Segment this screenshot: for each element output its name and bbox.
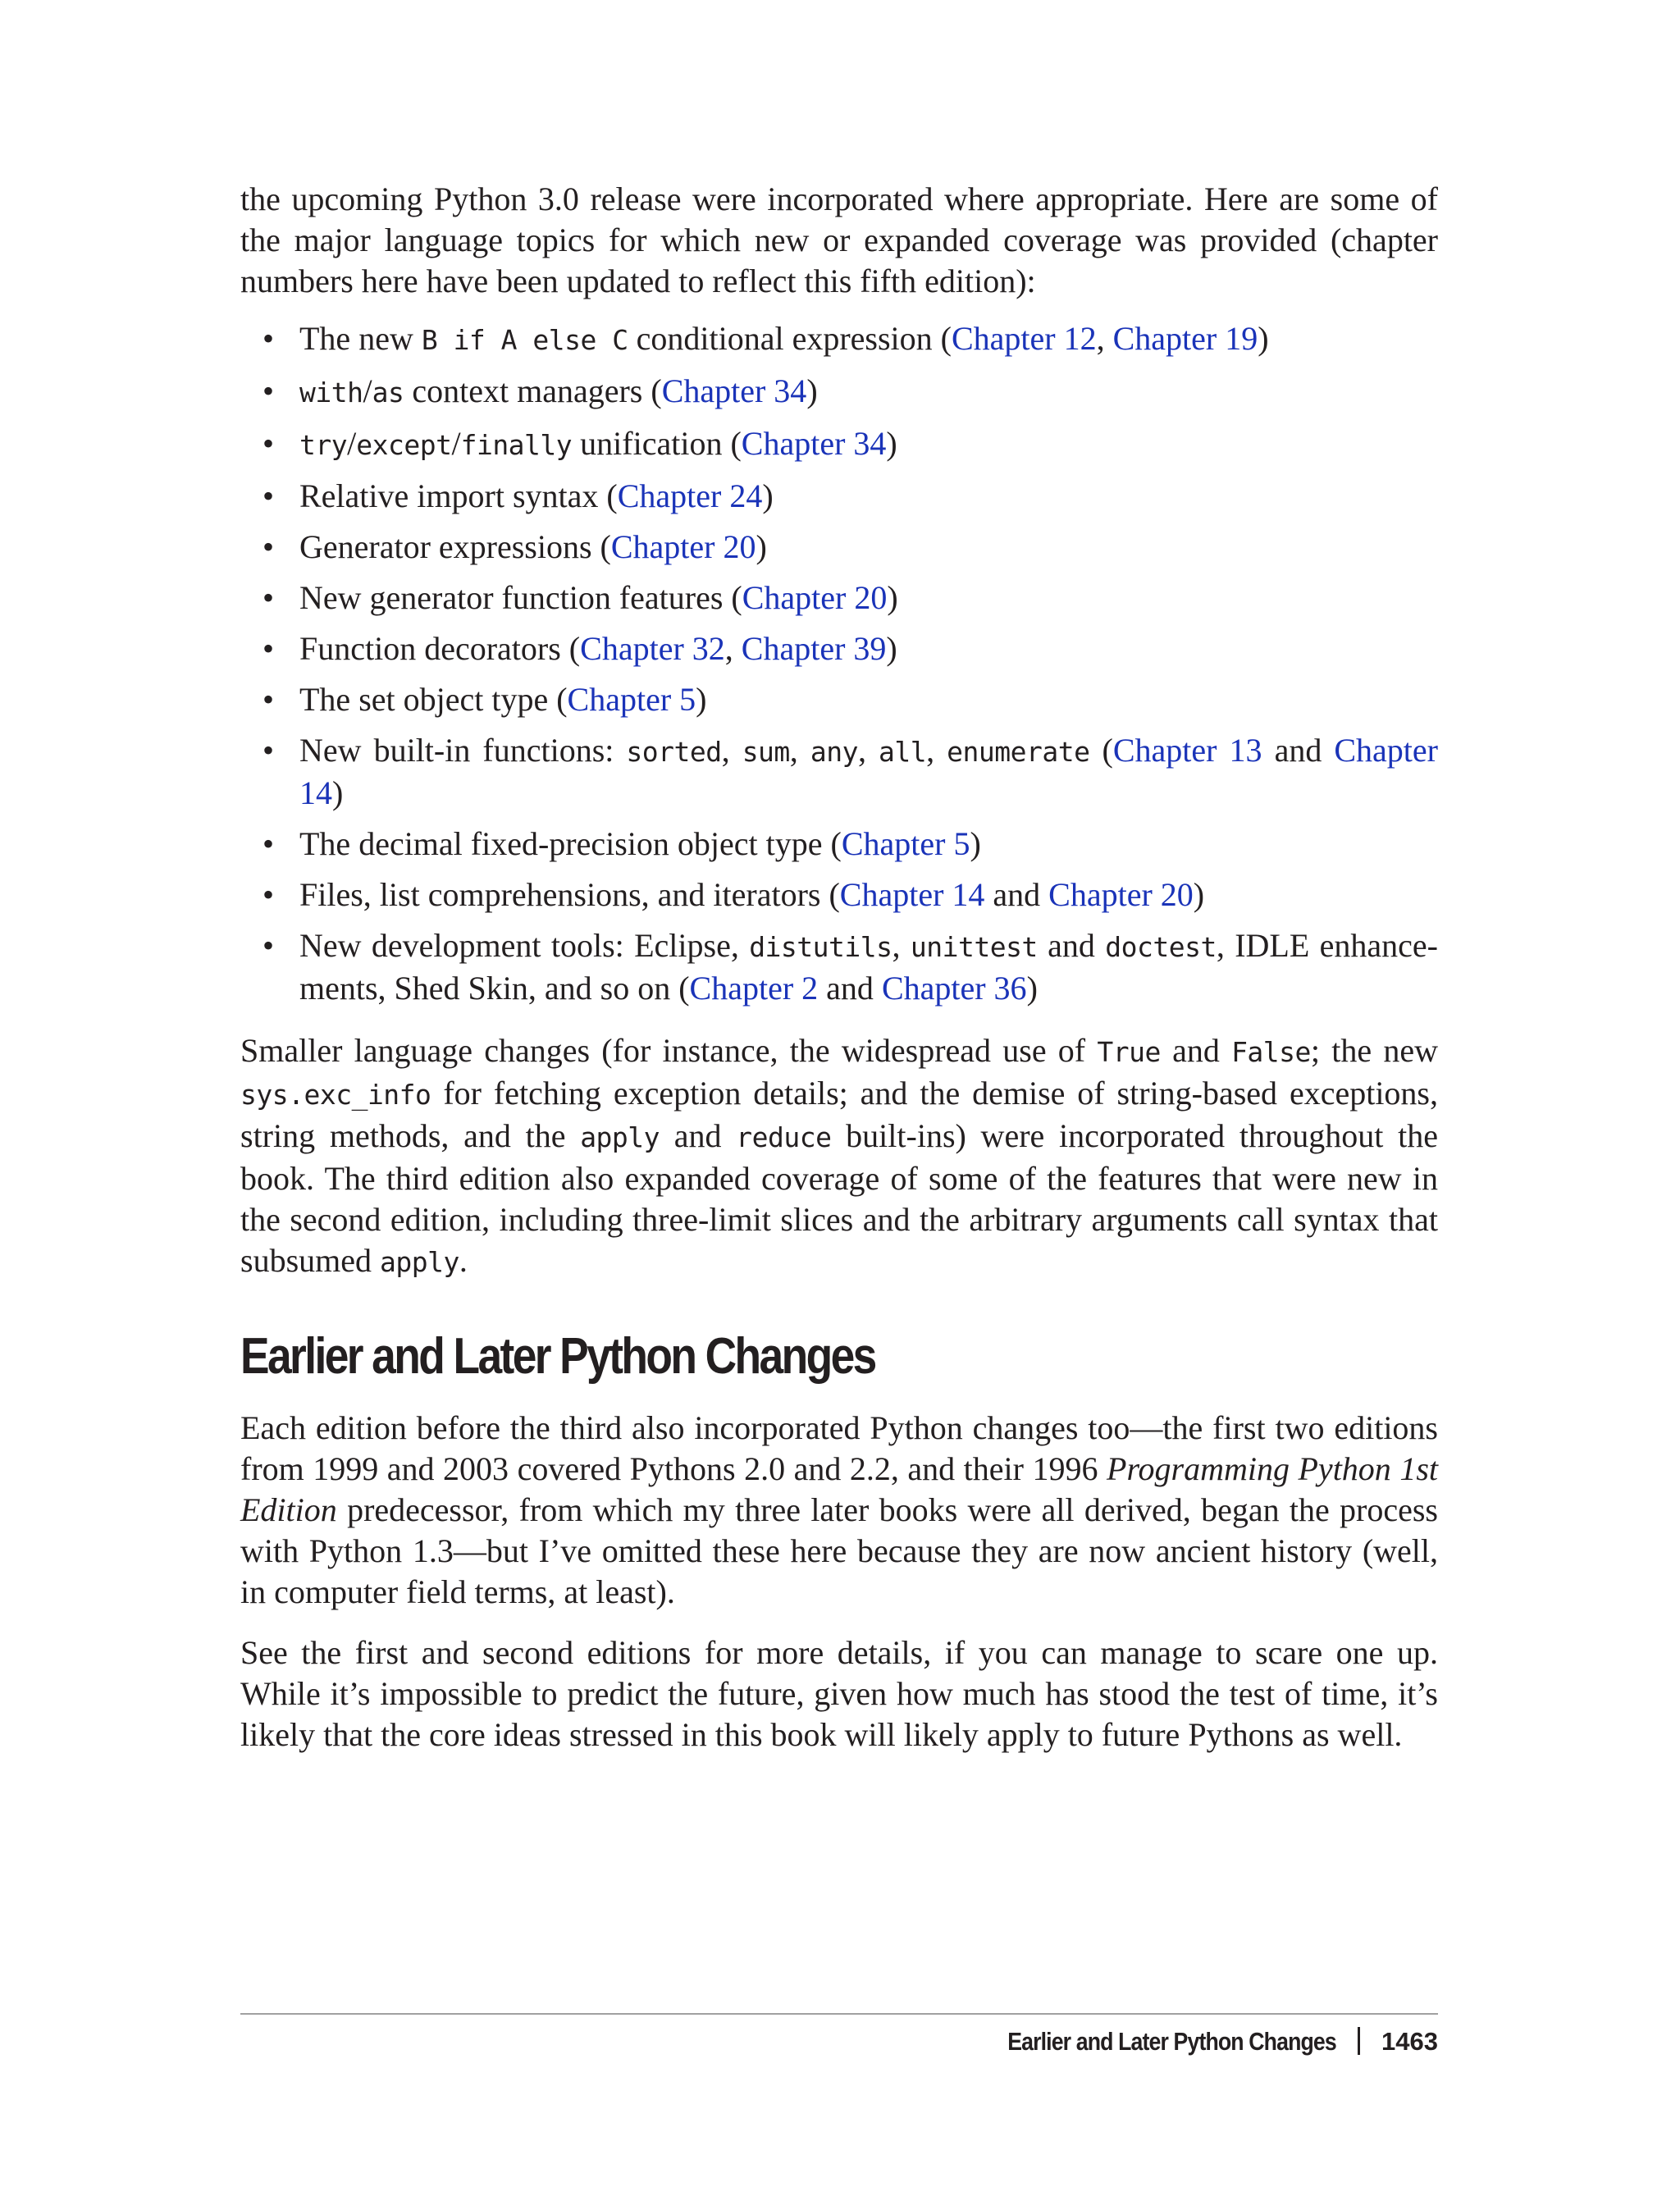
text: for fetching exception details; and the demise of string-based exceptions, string methods, and the	[240, 1075, 1438, 1154]
text: The decimal fixed-precision object type (	[299, 825, 842, 862]
code-span: unittest	[910, 931, 1038, 963]
text: ,	[926, 732, 947, 769]
text: )	[756, 528, 767, 565]
text: ,	[789, 732, 810, 769]
page-content	[240, 179, 1438, 1775]
list-item	[240, 925, 1438, 1009]
footer-rule	[240, 2013, 1438, 2015]
code-span: apply	[380, 1246, 459, 1278]
chapter-link[interactable]: Chapter 5	[841, 825, 970, 862]
text: ,	[724, 630, 742, 667]
bullet-icon: •	[262, 681, 275, 718]
chapter-link[interactable]: Chapter 36	[881, 970, 1027, 1007]
text: ,	[857, 732, 879, 769]
chapter-link[interactable]: Chapter 20	[1048, 876, 1194, 913]
bullet-icon: •	[262, 630, 275, 667]
list-item	[240, 824, 1438, 865]
chapter-link[interactable]: Chapter 20	[610, 528, 756, 565]
bullet-icon: •	[262, 876, 275, 913]
text: )	[762, 477, 774, 514]
chapter-link[interactable]: Chapter 39	[741, 630, 887, 667]
code-span: apply	[580, 1121, 660, 1153]
text: Function decorators (	[299, 630, 581, 667]
code-span: distutils	[749, 931, 892, 963]
text: and	[660, 1117, 737, 1154]
list-item	[240, 476, 1438, 517]
code-span: enumerate	[947, 736, 1090, 768]
code-span: except	[356, 429, 452, 461]
list-item	[240, 679, 1438, 720]
text: ,	[721, 732, 742, 769]
text: Smaller language changes (for instance, the widespread use of	[240, 1032, 1098, 1069]
text: )	[886, 425, 897, 462]
chapter-link[interactable]: Chapter 24	[617, 477, 763, 514]
text: and	[1037, 927, 1106, 964]
book-title: Programming Python 1st Edition	[240, 1450, 1438, 1528]
text: )	[970, 825, 981, 862]
text: )	[696, 681, 707, 718]
footer-separator	[1358, 2027, 1360, 2055]
code-span: sys.exc_info	[240, 1079, 431, 1111]
text: New development tools: Eclipse,	[299, 927, 750, 964]
text: context managers (	[404, 372, 662, 409]
code-span: doctest	[1105, 931, 1217, 963]
smaller-changes-paragraph	[240, 1030, 1438, 1283]
bullet-icon: •	[262, 372, 275, 409]
bullet-icon: •	[262, 320, 275, 357]
text: Each edition before the third also incorporated Python changes too—the first two editions from 1999 and 2003 covered Pythons 2.0 and 2.2, and their 1996	[240, 1409, 1438, 1487]
bullet-icon: •	[262, 825, 275, 862]
text: ,	[1096, 320, 1113, 357]
list-item	[240, 527, 1438, 568]
bullet-icon: •	[262, 579, 275, 616]
text: )	[886, 630, 897, 667]
text: The set object type (	[299, 681, 568, 718]
chapter-link[interactable]: Chapter 13	[1112, 732, 1262, 769]
bullet-icon: •	[262, 425, 275, 462]
list-item	[240, 578, 1438, 619]
code-span: reduce	[736, 1121, 832, 1153]
chapter-link[interactable]: Chapter 14	[299, 732, 1438, 811]
each-edition-paragraph	[240, 1408, 1438, 1613]
text: The new	[299, 320, 422, 357]
code-span: try	[299, 429, 348, 461]
page-number: 1463	[1381, 2027, 1438, 2056]
chapter-link[interactable]: Chapter 34	[741, 425, 887, 462]
list-item	[240, 628, 1438, 669]
chapter-link[interactable]: Chapter 5	[567, 681, 696, 718]
page-footer	[954, 2023, 1438, 2061]
text: ,	[892, 927, 911, 964]
text: )	[1193, 876, 1205, 913]
code-span: sorted	[626, 736, 722, 768]
chapter-link[interactable]: Chapter 2	[689, 970, 819, 1007]
code-span: as	[372, 377, 404, 409]
text: )	[806, 372, 818, 409]
text: unification (	[572, 425, 742, 462]
chapter-link[interactable]: Chapter 14	[839, 876, 985, 913]
text: , IDLE enhancements, Shed Skin, and so on (	[299, 927, 1438, 1007]
text: )	[1026, 970, 1038, 1007]
code-span: any	[810, 736, 858, 768]
text: conditional expression (	[628, 320, 952, 357]
code-span: all	[879, 736, 927, 768]
text: and	[1262, 732, 1335, 769]
bullet-icon: •	[262, 732, 275, 769]
text: /	[363, 372, 372, 409]
text: /	[451, 425, 461, 462]
text: Relative import syntax (	[299, 477, 618, 514]
text: )	[887, 579, 898, 616]
code-span: B if A else C	[421, 324, 628, 356]
list-item	[240, 371, 1438, 413]
bullet-icon: •	[262, 477, 275, 514]
text: built-ins) were incorporated throughout the book. The third edition also expanded coverage of some of the features that were new in the second edition, including three-limit slices and the arbitrary arguments call syntax that subsumed	[240, 1117, 1438, 1279]
text: /	[347, 425, 357, 462]
text: Generator expressions (	[299, 528, 611, 565]
code-span: False	[1231, 1036, 1311, 1068]
chapter-link[interactable]: Chapter 19	[1112, 320, 1258, 357]
list-item	[240, 874, 1438, 915]
chapter-link[interactable]: Chapter 32	[580, 630, 725, 667]
bullet-icon: •	[262, 528, 275, 565]
running-title: Earlier and Later Python Changes	[1007, 2027, 1337, 2056]
text: predecessor, from which my three later books were all derived, began the process with Python 1.3—but I’ve omitted these here because they are now ancient history (well, in computer field terms, at least).	[240, 1491, 1438, 1610]
topic-list	[240, 318, 1438, 1009]
code-span: sum	[742, 736, 790, 768]
list-item	[240, 318, 1438, 361]
see-first-paragraph: See the first and second editions for more details, if you can manage to scare one up. While it’s impossible to predict the future, given how much has stood the test of time, it’s likely that the core ideas stressed in this book will likely apply to future Pythons as well.	[240, 1634, 1438, 1753]
text: )	[332, 774, 344, 811]
text: and	[984, 876, 1049, 913]
list-item	[240, 730, 1438, 814]
chapter-link[interactable]: Chapter 12	[951, 320, 1097, 357]
text: and	[1160, 1032, 1232, 1069]
chapter-link[interactable]: Chapter 20	[742, 579, 888, 616]
text: (	[1089, 732, 1113, 769]
chapter-link[interactable]: Chapter 34	[661, 372, 807, 409]
text: and	[818, 970, 882, 1007]
list-item	[240, 423, 1438, 466]
text: ; the new	[1310, 1032, 1438, 1069]
section-heading: Earlier and Later Python Changes	[240, 1328, 875, 1385]
bullet-icon: •	[262, 927, 275, 964]
text: New built-in functions:	[299, 732, 627, 769]
code-span: finally	[460, 429, 573, 461]
code-span: True	[1097, 1036, 1161, 1068]
text: )	[1258, 320, 1269, 357]
intro-paragraph: the upcoming Python 3.0 release were incorporated where appropriate. Here are some of the major language topics for which new or expanded coverage was provided (chapter numbers here have been updated to reflect this fifth edition):	[240, 180, 1438, 299]
text: .	[459, 1242, 468, 1279]
text: Files, list comprehensions, and iterators (	[299, 876, 840, 913]
text: New generator function features (	[299, 579, 742, 616]
code-span: with	[299, 377, 363, 409]
